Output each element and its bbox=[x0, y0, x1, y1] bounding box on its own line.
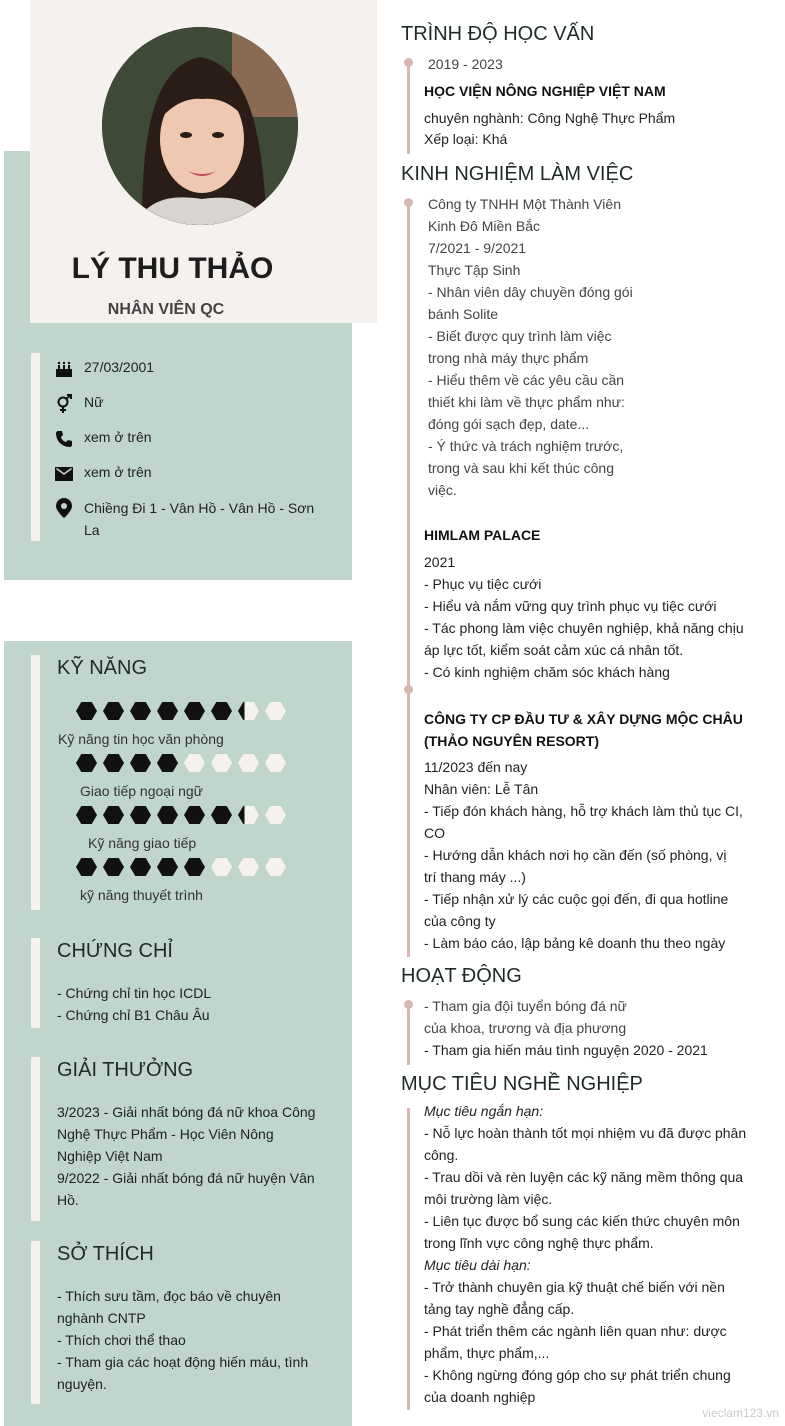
skill-hexagon bbox=[238, 754, 259, 772]
hobby-line: nguyện. bbox=[57, 1376, 107, 1392]
job-2-title: HIMLAM PALACE bbox=[424, 527, 541, 543]
short-term-label: Mục tiêu ngắn hạn: bbox=[424, 1103, 544, 1119]
goal-line: - Nỗ lực hoàn thành tốt mọi nhiệm vu đã được phân bbox=[424, 1125, 747, 1141]
skill-hexagon bbox=[238, 806, 259, 824]
phone-icon bbox=[54, 429, 74, 449]
skill-label-4: kỹ năng thuyết trình bbox=[80, 887, 203, 903]
candidate-name: LÝ THU THẢO bbox=[71, 252, 274, 285]
contact-accent-bar bbox=[31, 353, 40, 541]
timeline-dot bbox=[404, 1000, 413, 1009]
skill-hexagon bbox=[76, 702, 97, 720]
contact-email bbox=[54, 464, 152, 484]
skill-hexagon bbox=[211, 858, 232, 876]
skill-hexagon bbox=[103, 858, 124, 876]
skill-hexagon bbox=[157, 806, 178, 824]
education-grade: Xếp loại: Khá bbox=[424, 131, 508, 147]
skill-hexagon bbox=[184, 806, 205, 824]
certificates-heading: CHỨNG CHỈ bbox=[57, 940, 173, 962]
awards-list bbox=[57, 1101, 329, 1211]
education-heading: TRÌNH ĐỘ HỌC VẤN bbox=[401, 23, 595, 45]
skill-hexagon bbox=[265, 754, 286, 772]
skill-rating-2 bbox=[76, 754, 286, 772]
mail-icon bbox=[54, 464, 74, 484]
job-1-line: - Nhân viên dây chuyền đóng gói bbox=[428, 284, 633, 300]
job-1-line: đóng gói sạch đẹp, date... bbox=[428, 416, 590, 432]
goal-line: phẩm, thực phẩm,... bbox=[424, 1345, 550, 1361]
birthday-text: 27/03/2001 bbox=[84, 359, 155, 375]
activity-line: của khoa, trương và địa phương bbox=[424, 1020, 627, 1036]
job-1-line: thiết khi làm về thực phẩm như: bbox=[428, 394, 625, 410]
goal-line: - Phát triển thêm các ngành liên quan như: dược bbox=[424, 1323, 727, 1339]
education-period: 2019 - 2023 bbox=[428, 56, 503, 72]
hobbies-heading: SỞ THÍCH bbox=[57, 1243, 154, 1265]
job-1-line: Công ty TNHH Một Thành Viên bbox=[428, 196, 621, 212]
activities-list bbox=[424, 995, 708, 1061]
skill-rating-1 bbox=[76, 702, 286, 720]
goal-line: - Liên tục được bổ sung các kiến thức chuyên môn bbox=[424, 1213, 740, 1229]
goal-line: môi trường làm việc. bbox=[424, 1191, 553, 1207]
gender-icon bbox=[54, 394, 74, 414]
timeline-dot bbox=[404, 198, 413, 207]
goal-line: - Trau dồi và rèn luyện các kỹ năng mềm thông qua bbox=[424, 1169, 744, 1185]
job-2-line: - Có kinh nghiệm chăm sóc khách hàng bbox=[424, 664, 670, 680]
skill-hexagon bbox=[76, 858, 97, 876]
skill-label-1: Kỹ năng tin học văn phòng bbox=[58, 731, 224, 747]
hobby-line: nghành CNTP bbox=[57, 1310, 146, 1326]
cake-icon bbox=[54, 359, 74, 379]
activity-line: - Tham gia đội tuyển bóng đá nữ bbox=[424, 998, 627, 1014]
job-3-line: 11/2023 đến nay bbox=[424, 759, 528, 775]
activities-heading: HOẠT ĐỘNG bbox=[401, 965, 522, 987]
goals-heading: MỤC TIÊU NGHỀ NGHIỆP bbox=[401, 1073, 643, 1095]
skill-hexagon bbox=[76, 806, 97, 824]
education-timeline bbox=[407, 59, 410, 154]
education-major: chuyên nghành: Công Nghệ Thực Phẩm bbox=[424, 110, 676, 126]
email-text: xem ở trên bbox=[84, 464, 152, 480]
certificates-accent-bar bbox=[31, 938, 40, 1028]
skill-hexagon bbox=[184, 754, 205, 772]
job-3-line: - Hướng dẫn khách nơi họ cần đến (số phòng, vị bbox=[424, 847, 727, 863]
timeline-dot bbox=[404, 58, 413, 67]
skill-hexagon bbox=[265, 806, 286, 824]
award-line: Nghệ Thực Phẩm - Học Viên Nông bbox=[57, 1126, 274, 1142]
skill-hexagon bbox=[76, 754, 97, 772]
job-1-line: Thực Tập Sinh bbox=[428, 262, 521, 278]
job-3-line: Nhân viên: Lễ Tân bbox=[424, 781, 539, 797]
job-3-line: - Tiếp đón khách hàng, hỗ trợ khách làm thủ tục CI, bbox=[424, 803, 743, 819]
hobby-line: - Thích chơi thể thao bbox=[57, 1332, 186, 1348]
skills-accent-bar bbox=[31, 655, 40, 910]
job-1-line: 7/2021 - 9/2021 bbox=[428, 240, 527, 256]
skill-hexagon bbox=[265, 858, 286, 876]
experience-heading: KINH NGHIỆM LÀM VIỆC bbox=[401, 163, 634, 185]
skill-hexagon bbox=[265, 702, 286, 720]
skill-label-2: Giao tiếp ngoại ngữ bbox=[80, 783, 204, 799]
award-line: 3/2023 - Giải nhất bóng đá nữ khoa Công bbox=[57, 1104, 316, 1120]
job-3-line: CO bbox=[424, 825, 445, 841]
awards-accent-bar bbox=[31, 1057, 40, 1221]
skill-hexagon bbox=[103, 754, 124, 772]
candidate-position: NHÂN VIÊN QC bbox=[107, 301, 225, 318]
skill-hexagon bbox=[130, 858, 151, 876]
timeline-dot bbox=[404, 685, 413, 694]
job-3-title-line: CÔNG TY CP ĐẦU TƯ & XÂY DỰNG MỘC CHÂU bbox=[424, 711, 743, 727]
watermark: vieclam123.vn bbox=[702, 1406, 779, 1420]
hobby-line: - Thích sưu tầm, đọc báo về chuyên bbox=[57, 1288, 281, 1304]
job-2-line: - Phục vụ tiệc cưới bbox=[424, 576, 542, 592]
award-line: 9/2022 - Giải nhất bóng đá nữ huyện Vân bbox=[57, 1170, 315, 1186]
skill-hexagon bbox=[103, 806, 124, 824]
job-1-line: - Biết được quy trình làm việc bbox=[428, 328, 612, 344]
avatar bbox=[102, 27, 298, 225]
certificate-item: - Chứng chỉ B1 Châu Âu bbox=[57, 1007, 210, 1023]
contact-phone bbox=[54, 429, 152, 449]
activities-timeline bbox=[407, 1001, 410, 1065]
skill-hexagon bbox=[157, 702, 178, 720]
job-2-line: 2021 bbox=[424, 554, 456, 570]
hobby-line: - Tham gia các hoạt động hiến máu, tình bbox=[57, 1354, 309, 1370]
location-icon bbox=[54, 498, 74, 518]
activity-line: - Tham gia hiến máu tình nguyện 2020 - 2021 bbox=[424, 1042, 708, 1058]
job-1-line: bánh Solite bbox=[428, 306, 499, 322]
goals-content bbox=[424, 1100, 757, 1408]
job-1-line: Kinh Đô Miền Bắc bbox=[428, 218, 541, 234]
skill-hexagon bbox=[184, 858, 205, 876]
job-3-line: - Làm báo cáo, lập bảng kê doanh thu theo ngày bbox=[424, 935, 726, 951]
education-school: HỌC VIỆN NÔNG NGHIỆP VIỆT NAM bbox=[424, 83, 666, 99]
goal-line: trong lĩnh vực công nghệ thực phẩm. bbox=[424, 1235, 654, 1251]
hobbies-list bbox=[57, 1285, 329, 1395]
skill-label-3: Kỹ năng giao tiếp bbox=[88, 835, 197, 851]
contact-gender bbox=[54, 394, 103, 414]
goal-line: tảng tay nghề đẳng cấp. bbox=[424, 1301, 575, 1317]
goals-timeline bbox=[407, 1108, 410, 1410]
skill-hexagon bbox=[211, 702, 232, 720]
skill-hexagon bbox=[211, 754, 232, 772]
experience-timeline bbox=[407, 199, 410, 957]
job-3-title-line: (THẢO NGUYÊN RESORT) bbox=[424, 733, 599, 749]
job-3-line: - Tiếp nhận xử lý các cuộc gọi đến, đi qua hotline bbox=[424, 891, 729, 907]
phone-text: xem ở trên bbox=[84, 429, 152, 445]
goal-line: của doanh nghiệp bbox=[424, 1389, 536, 1405]
goal-line: - Trở thành chuyên gia kỹ thuật chế biến với nền bbox=[424, 1279, 725, 1295]
job-1-line: - Ý thức và trách nghiệm trước, bbox=[428, 438, 624, 454]
awards-heading: GIẢI THƯỞNG bbox=[57, 1059, 194, 1081]
skills-heading: KỸ NĂNG bbox=[57, 657, 148, 679]
job-2-line: - Tác phong làm việc chuyên nghiệp, khả năng chịu bbox=[424, 620, 744, 636]
award-line: Nghiệp Việt Nam bbox=[57, 1148, 163, 1164]
job-3 bbox=[424, 756, 757, 954]
skill-hexagon bbox=[130, 702, 151, 720]
job-1-line: trong và sau khi kết thúc công bbox=[428, 460, 614, 476]
goal-line: công. bbox=[424, 1147, 459, 1163]
skill-rating-4 bbox=[76, 858, 286, 876]
contact-address bbox=[54, 497, 316, 541]
gender-text: Nữ bbox=[84, 394, 104, 410]
job-1-line: trong nhà máy thực phẩm bbox=[428, 350, 589, 366]
skill-hexagon bbox=[130, 806, 151, 824]
job-3-line: của công ty bbox=[424, 913, 496, 929]
long-term-label: Mục tiêu dài hạn: bbox=[424, 1257, 531, 1273]
hobbies-accent-bar bbox=[31, 1241, 40, 1404]
job-1-line: - Hiểu thêm về các yêu cầu cần bbox=[428, 372, 625, 388]
certificates-list bbox=[57, 982, 329, 1026]
job-2-line: áp lực tốt, kiểm soát cảm xúc cá nhân tốt. bbox=[424, 642, 684, 658]
job-3-title bbox=[424, 708, 743, 752]
skill-hexagon bbox=[184, 702, 205, 720]
contact-birthday bbox=[54, 359, 154, 379]
job-2-line: - Hiểu và nắm vững quy trình phục vụ tiệc cưới bbox=[424, 598, 717, 614]
award-line: Hồ. bbox=[57, 1192, 79, 1208]
skill-rating-3 bbox=[76, 806, 286, 824]
goal-line: - Không ngừng đóng góp cho sự phát triển chung bbox=[424, 1367, 731, 1383]
skill-hexagon bbox=[238, 702, 259, 720]
certificate-item: - Chứng chỉ tin học ICDL bbox=[57, 985, 212, 1001]
skill-hexagon bbox=[157, 754, 178, 772]
skill-hexagon bbox=[238, 858, 259, 876]
job-2 bbox=[424, 551, 757, 683]
address-text: Chiềng Đi 1 - Vân Hồ - Vân Hồ - Sơn La bbox=[84, 500, 315, 538]
job-1 bbox=[428, 193, 658, 501]
skill-hexagon bbox=[130, 754, 151, 772]
skill-hexagon bbox=[157, 858, 178, 876]
skill-hexagon bbox=[103, 702, 124, 720]
job-3-line: trí thang máy ...) bbox=[424, 869, 526, 885]
skill-hexagon bbox=[211, 806, 232, 824]
job-1-line: việc. bbox=[428, 482, 457, 498]
